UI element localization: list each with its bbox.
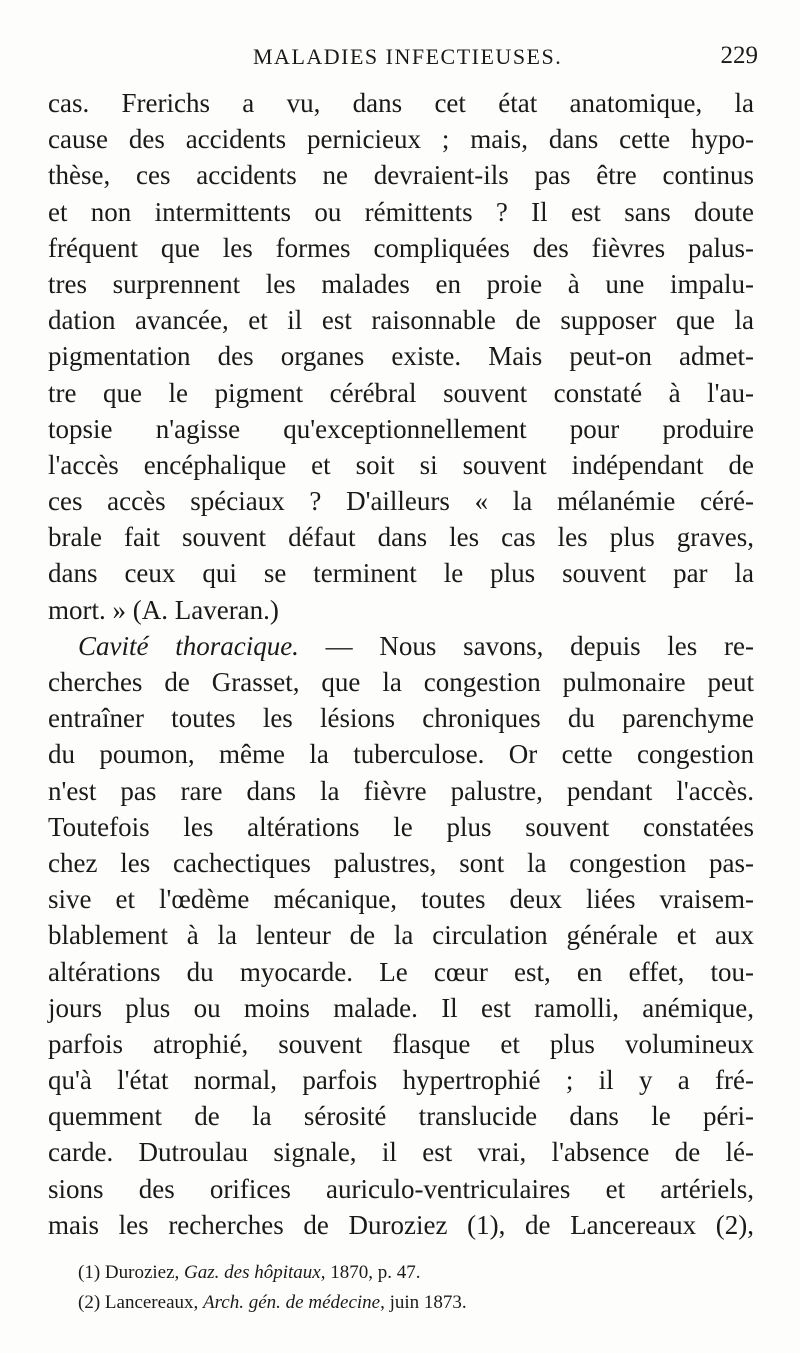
page-header	[48, 40, 758, 80]
text-line: tre que le pigment cérébral souvent constaté à l'au-	[48, 377, 754, 408]
text-line: parfois atrophié, souvent flasque et plus volumineux	[48, 1028, 754, 1059]
text-line: thèse, ces accidents ne devraient-ils pas être continus	[48, 160, 754, 191]
text-line: brale fait souvent défaut dans les cas les plus graves,	[48, 522, 754, 553]
text-line: mort. » (A. Laveran.)	[48, 594, 279, 625]
text-line: qu'à l'état normal, parfois hypertrophié ; il y a fré-	[48, 1065, 754, 1096]
footnote-detail: , juin 1873.	[380, 1292, 467, 1313]
text-line: cause des accidents pernicieux ; mais, dans cette hypo-	[48, 124, 754, 155]
text-line: mais les recherches de Duroziez (1), de Lancereaux (2),	[48, 1209, 754, 1240]
footnote-work: Gaz. des hôpitaux	[184, 1262, 321, 1283]
text-line: cas. Frerichs a vu, dans cet état anatomique, la	[48, 88, 754, 118]
text-line: quemment de la sérosité translucide dans le péri-	[48, 1101, 754, 1132]
text-line: jours plus ou moins malade. Il est ramolli, anémique,	[48, 992, 754, 1023]
text-line: pigmentation des organes existe. Mais peut-on admet-	[48, 341, 754, 372]
footnotes	[78, 1258, 758, 1318]
footnote-detail: , 1870, p. 47.	[320, 1262, 421, 1283]
text-line: tres surprennent les malades en proie à une impalu-	[48, 268, 754, 299]
section-heading: Cavité thoracique.	[78, 630, 299, 661]
text-line: Toutefois les altérations le plus souvent constatées	[48, 811, 754, 842]
text-line: entraîner toutes les lésions chroniques du parenchyme	[48, 703, 754, 734]
footnote-1	[78, 1258, 758, 1288]
text-line: cherches de Grasset, que la congestion pulmonaire peut	[48, 667, 754, 697]
text-line: l'accès encéphalique et soit si souvent indépendant de	[48, 449, 754, 480]
footnote-work: Arch. gén. de médecine	[203, 1292, 381, 1313]
text-line: topsie n'agisse qu'exceptionnellement pour produire	[48, 413, 754, 444]
page-number: 229	[720, 42, 758, 69]
text-line: sive et l'œdème mécanique, toutes deux liées vraisem-	[48, 884, 754, 915]
text-line: sions des orifices auriculo-ventriculaires et artériels,	[48, 1173, 754, 1204]
text-line: blablement à la lenteur de la circulation générale et aux	[48, 920, 754, 951]
footnote-marker: (1)	[78, 1262, 105, 1283]
footnote-marker: (2)	[78, 1292, 105, 1313]
text-line: dans ceux qui se terminent le plus souvent par la	[48, 558, 754, 589]
text-line: ces accès spéciaux ? D'ailleurs « la mélanémie céré-	[48, 486, 754, 517]
text-line: fréquent que les formes compliquées des fièvres palus-	[48, 232, 754, 263]
section-first-line	[48, 628, 754, 664]
footnote-author: Lancereaux,	[104, 1292, 204, 1313]
text-line: dation avancée, et il est raisonnable de supposer que la	[48, 305, 754, 336]
footnote-2	[78, 1288, 758, 1318]
section-first-line-text: — Nous savons, depuis les re-	[298, 630, 754, 661]
body-text	[48, 85, 754, 1243]
text-line: altérations du myocarde. Le cœur est, en effet, tou-	[48, 956, 754, 987]
text-line: du poumon, même la tuberculose. Or cette congestion	[48, 739, 754, 770]
text-line: n'est pas rare dans la fièvre palustre, pendant l'accès.	[48, 775, 754, 806]
text-line: carde. Dutroulau signale, il est vrai, l'absence de lé-	[48, 1137, 754, 1168]
running-title: MALADIES INFECTIEUSES.	[253, 44, 563, 69]
text-line: chez les cachectiques palustres, sont la congestion pas-	[48, 847, 754, 878]
footnote-author: Duroziez,	[104, 1262, 185, 1283]
text-line: et non intermittents ou rémittents ? Il est sans doute	[48, 196, 754, 227]
